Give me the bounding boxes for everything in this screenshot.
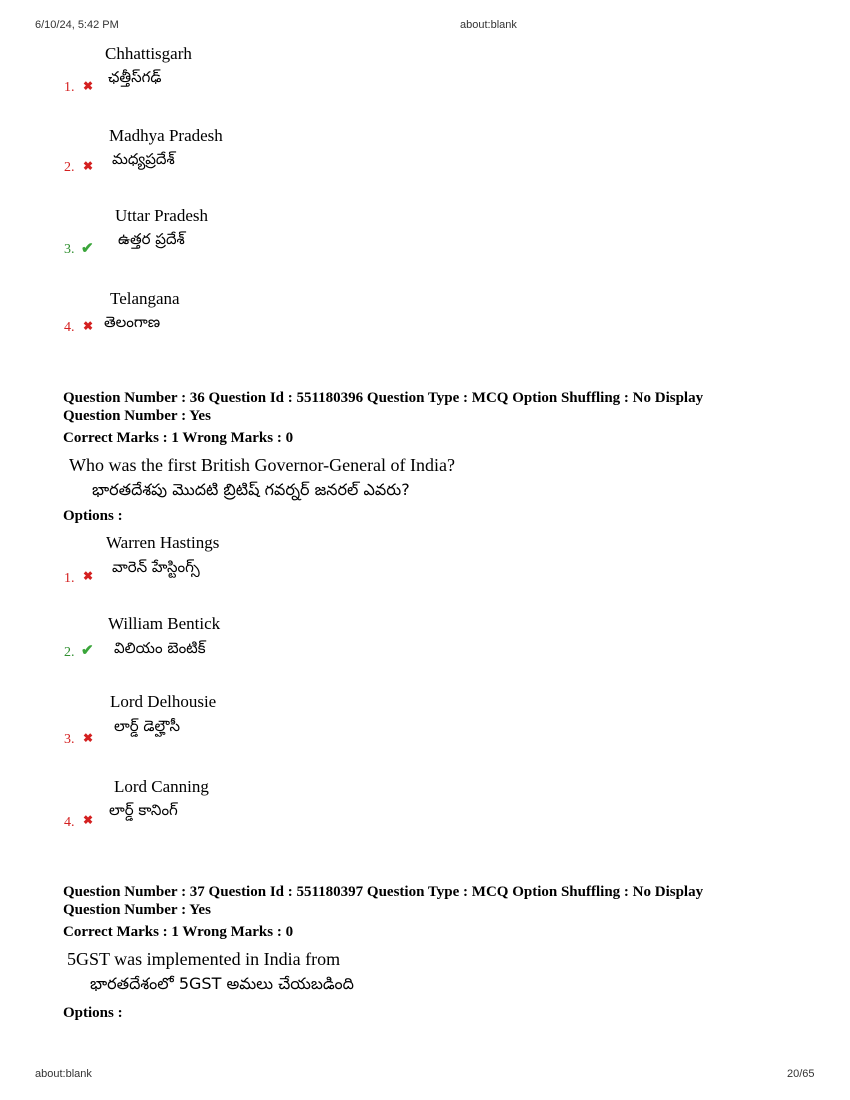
option-text-en: Madhya Pradesh xyxy=(109,126,223,145)
option-text-te: మధ్యప్రదేశ్ xyxy=(112,150,175,168)
option-number: 2. xyxy=(64,645,75,660)
question-marks: Correct Marks : 1 Wrong Marks : 0 xyxy=(63,924,294,940)
cross-icon: ✖ xyxy=(83,813,94,827)
cross-icon: ✖ xyxy=(83,159,94,173)
option-text-te: లార్డ్ డెల్హౌసీ xyxy=(114,717,180,735)
option-number: 1. xyxy=(64,80,75,95)
option-text-en: Lord Delhousie xyxy=(110,692,217,711)
question-meta: Question Number : 37 Question Id : 551180397 Question Type : MCQ Option Shuffling : No Display xyxy=(63,884,704,900)
option-text-te: ఛత్తీస్‌గఢ్ xyxy=(108,68,162,86)
question-meta-continued: Question Number : Yes xyxy=(63,902,211,918)
option-text-en: Uttar Pradesh xyxy=(115,206,209,225)
option-text-en: William Bentick xyxy=(108,614,221,633)
option-number: 4. xyxy=(64,320,75,335)
option-text-en: Lord Canning xyxy=(114,777,209,796)
question-text-en: 5GST was implemented in India from xyxy=(67,949,341,969)
option-text-en: Warren Hastings xyxy=(106,533,220,552)
option-text-te: వారెన్ హేస్టింగ్స్ xyxy=(112,558,200,576)
cross-icon: ✖ xyxy=(83,731,94,745)
option-number: 1. xyxy=(64,571,75,586)
option-number: 3. xyxy=(64,732,75,747)
option-text-te: ఉత్తర ప్రదేశ్ xyxy=(118,230,185,248)
option-text-te: తెలంగాణ xyxy=(104,313,161,331)
option-text-te: విలియం బెంటిక్ xyxy=(114,639,206,657)
check-icon: ✔ xyxy=(81,241,94,257)
options-label: Options : xyxy=(63,1005,123,1021)
question-text-en: Who was the first British Governor-General of India? xyxy=(69,455,456,475)
option-number: 4. xyxy=(64,815,75,830)
print-datetime: 6/10/24, 5:42 PM xyxy=(35,19,119,31)
question-meta-continued: Question Number : Yes xyxy=(63,408,211,424)
question-text-te: భారతదేశపు మొదటి బ్రిటిష్ గవర్నర్ జనరల్ ఎవరు? xyxy=(92,480,410,499)
option-number: 2. xyxy=(64,160,75,175)
question-marks: Correct Marks : 1 Wrong Marks : 0 xyxy=(63,430,294,446)
question-text-te: భారతదేశంలో 5GST అమలు చేయబడింది xyxy=(90,974,354,993)
options-label: Options : xyxy=(63,508,123,524)
option-number: 3. xyxy=(64,242,75,257)
option-text-en: Telangana xyxy=(110,289,180,308)
print-url: about:blank xyxy=(35,1068,92,1080)
cross-icon: ✖ xyxy=(83,319,94,333)
cross-icon: ✖ xyxy=(83,79,94,93)
page-number: 20/65 xyxy=(787,1068,815,1080)
check-icon: ✔ xyxy=(81,643,94,659)
print-title: about:blank xyxy=(460,19,517,31)
option-text-te: లార్డ్ కానింగ్ xyxy=(109,801,178,819)
cross-icon: ✖ xyxy=(83,569,94,583)
option-text-en: Chhattisgarh xyxy=(105,44,192,63)
question-meta: Question Number : 36 Question Id : 551180396 Question Type : MCQ Option Shuffling : No Display xyxy=(63,390,704,406)
